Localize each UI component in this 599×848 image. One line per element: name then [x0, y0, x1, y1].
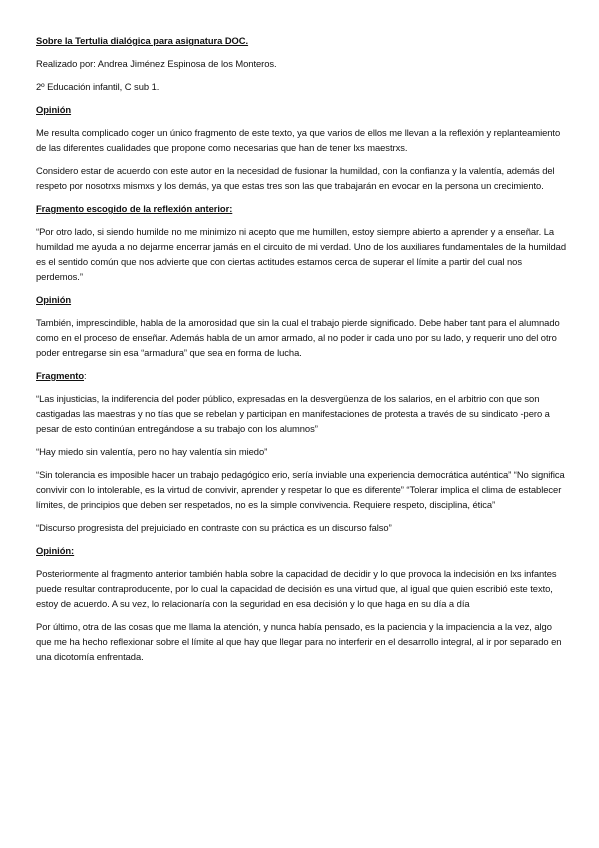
paragraph: También, imprescindible, habla de la amorosidad que sin la cual el trabajo pierde significado. Debe haber tant para el alumnado como en el proceso de enseñar. Además habla de un amor armado, al no poder ir cada uno por su lado, y requerir uno del otro poder entregarse sin esa “armadura” que sea en forma de lucha.: [36, 317, 560, 358]
quote-paragraph: “Discurso progresista del prejuiciado en contraste con su práctica es un discurso falso”: [36, 522, 392, 533]
section-heading-opinion-3: Opinión:: [36, 545, 75, 556]
section-heading-fragment: Fragmento: [36, 370, 84, 381]
document-title: Sobre la Tertulia dialógica para asignatura DOC.: [36, 35, 249, 46]
heading-suffix: :: [84, 370, 87, 381]
quote-paragraph: “Las injusticias, la indiferencia del poder público, expresadas en la desvergüenza de los salarios, en el arbitrio con que son castigadas las maestras y no tías que se rebelan y participan en manifestaciones de protesta a través de su sindicato -pero a pesar de esto continúan entregándose a su trabajo con los alumnos”: [36, 393, 550, 434]
course-line: 2º Educación infantil, C sub 1.: [36, 81, 160, 92]
section-heading-fragment-row: [36, 368, 566, 383]
quote-paragraph: “Por otro lado, si siendo humilde no me minimizo ni acepto que me humillen, estoy siempre abierto a aprender y a enseñar. La humildad me ayuda a no dejarme encerrar jamás en el circuito de mi verdad. Uno de los auxiliares fundamentales de la humildad es el sentido común que nos advierte que con ciertas actitudes estamos cerca de superar el límite a partir del cual nos perdemos.”: [36, 226, 566, 282]
section-heading-opinion-2: Opinión: [36, 294, 72, 305]
section-heading-opinion-1: Opinión: [36, 104, 72, 115]
paragraph: Posteriormente al fragmento anterior también habla sobre la capacidad de decidir y lo que provoca la indecisión en lxs infantes puede resultar contraproducente, por lo cual la capacidad de decisión es una virtud que, al igual que quien escribió este texto, estoy de acuerdo. A su vez, lo relacionaría con la seguridad en esa decisión y lo que haga en su día a día: [36, 568, 557, 609]
section-heading-fragment-chosen: Fragmento escogido de la reflexión anterior:: [36, 203, 233, 214]
author-line: Realizado por: Andrea Jiménez Espinosa de los Monteros.: [36, 58, 277, 69]
quote-paragraph: “Sin tolerancia es imposible hacer un trabajo pedagógico erio, sería inviable una experiencia democrática auténtica” “No significa convivir con lo intolerable, es la virtud de convivir, aprender y respetar lo que es diferente” “Tolerar implica el clima de establecer límites, de principios que deben ser respetados, no es la simple convivencia. Requiere respeto, disciplina, ética”: [36, 469, 565, 510]
paragraph: Me resulta complicado coger un único fragmento de este texto, ya que varios de ellos me llevan a la reflexión y replanteamiento de las diferentes cualidades que propone como necesarias que han de tener lxs maestrxs.: [36, 127, 561, 153]
paragraph: Por último, otra de las cosas que me llama la atención, y nunca había pensado, es la paciencia y la impaciencia a la vez, algo que me ha hecho reflexionar sobre el límite al que hay que llegar para no interferir en el desarrollo integral, al ir por separado en una dicotomía enfrentada.: [36, 621, 562, 662]
document-page: [36, 33, 566, 672]
paragraph: Considero estar de acuerdo con este autor en la necesidad de fusionar la humildad, con la confianza y la valentía, además del respeto por nosotrxs mismxs y los demás, ya que estas tres son las que trabajarán en evocar en la persona un crecimiento.: [36, 165, 555, 191]
quote-paragraph: “Hay miedo sin valentía, pero no hay valentía sin miedo”: [36, 446, 268, 457]
